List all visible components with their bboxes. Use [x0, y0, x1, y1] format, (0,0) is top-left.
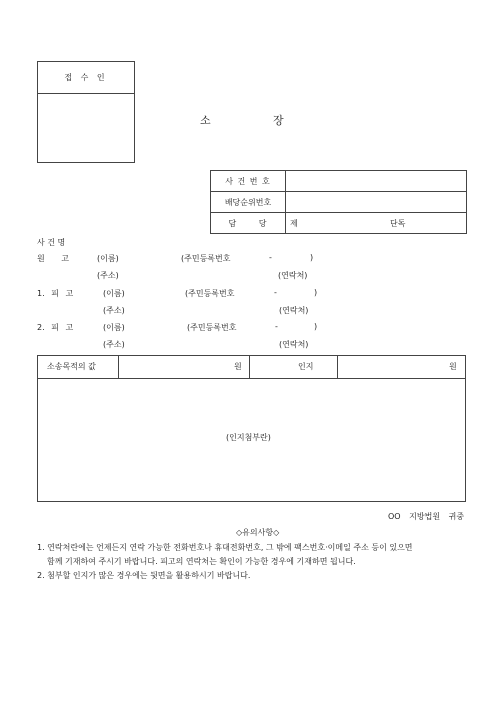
title-left: 소: [200, 114, 211, 127]
notes-item-1: 1. 연락처란에는 언제든지 연락 가능한 전화번호나 휴대전화번호, 그 밖에 팩스번호·이메일 주소 등이 있으면: [37, 543, 413, 552]
plaintiff-id-dash: -: [269, 253, 272, 262]
title-right: 장: [273, 114, 284, 127]
defendant1-role: 1. 피 고: [37, 289, 74, 298]
case-number-label: 사 건 번 호: [211, 171, 286, 192]
allocation-number-value[interactable]: [286, 192, 467, 213]
notes-item-1-cont: 함께 기재하여 주시기 바랍니다. 피고의 연락처는 확인이 가능한 경우에 기재하면 됩니다.: [47, 557, 356, 566]
fee-divider-3: [337, 356, 338, 378]
defendant2-id-dash: -: [275, 322, 278, 331]
defendant1-address-label: (주소): [103, 306, 125, 315]
defendant1-id-label: (주민등록번호: [185, 289, 235, 298]
notes-item-2: 2. 첨부할 인지가 많은 경우에는 뒷면을 활용하시기 바랍니다.: [37, 571, 251, 580]
assignee-value[interactable]: [286, 213, 467, 234]
defendant2-id-label: (주민등록번호: [187, 323, 237, 332]
claim-value-label: 소송목적의 값: [47, 362, 96, 371]
case-number-row: [211, 171, 467, 192]
assignee-suffix: 단독: [390, 218, 406, 228]
plaintiff-id-close: ): [310, 253, 314, 262]
allocation-number-row: [211, 192, 467, 213]
plaintiff-address-label: (주소): [97, 271, 119, 280]
fee-divider-2: [249, 356, 250, 378]
receiver-stamp-box: [37, 61, 135, 163]
defendant2-role: 2. 피 고: [37, 323, 74, 332]
plaintiff-id-label: (주민등록번호: [181, 254, 231, 263]
case-info-table: [210, 170, 467, 234]
court-name: OO 지방법원 귀중: [388, 512, 465, 521]
fee-table: [37, 355, 466, 502]
stamp-attach-area[interactable]: [38, 379, 465, 502]
defendant1-id-dash: -: [274, 288, 277, 297]
plaintiff-name-label: (이름): [97, 254, 119, 263]
defendant2-name-label: (이름): [103, 323, 125, 332]
allocation-number-label: 배당순위번호: [211, 192, 286, 213]
fee-divider-1: [118, 356, 119, 378]
assignee-row: [211, 213, 467, 234]
notes-header: ◇유의사항◇: [236, 528, 280, 537]
defendant2-contact-label: (연락처): [279, 340, 309, 349]
receiver-label-cell: [38, 62, 134, 94]
receiver-label: 접 수 인: [64, 73, 108, 82]
fee-header-row: [38, 356, 465, 379]
assignee-label: 담 당: [211, 213, 286, 234]
stamp-label: 인지: [298, 362, 314, 371]
defendant2-id-close: ): [314, 322, 318, 331]
defendant2-address-label: (주소): [103, 340, 125, 349]
claim-value-won: 원: [234, 362, 242, 371]
case-name-label: 사 건 명: [37, 238, 66, 247]
defendant1-id-close: ): [314, 288, 318, 297]
defendant1-name-label: (이름): [103, 289, 125, 298]
assignee-prefix: 제: [290, 218, 298, 228]
plaintiff-contact-label: (연락처): [278, 271, 308, 280]
stamp-attach-note: (인지첨부란): [226, 433, 271, 442]
stamp-won: 원: [449, 362, 457, 371]
defendant1-contact-label: (연락처): [279, 306, 309, 315]
case-number-value[interactable]: [286, 171, 467, 192]
plaintiff-role: 원 고: [37, 254, 69, 263]
